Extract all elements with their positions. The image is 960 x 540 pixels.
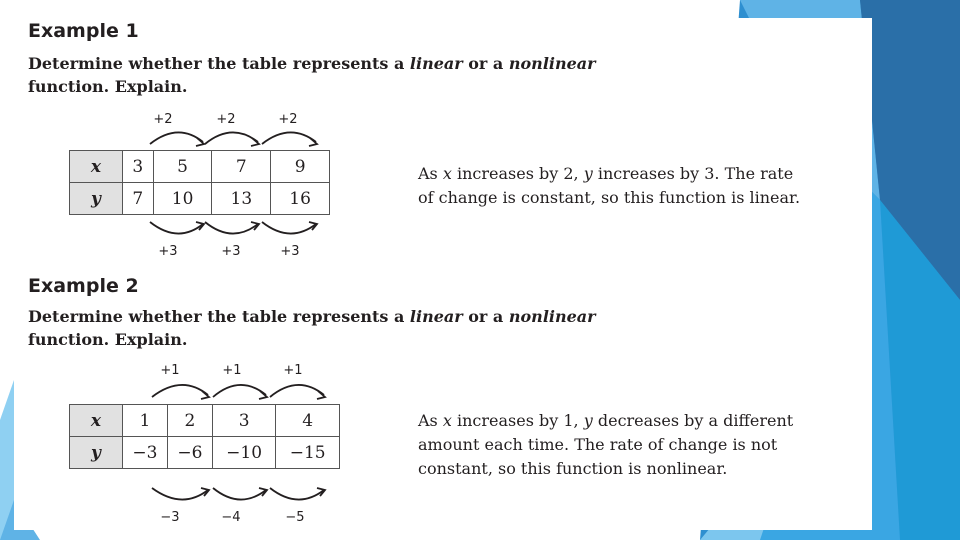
example-2-y-change-3: −5: [285, 510, 305, 525]
example-2-y-change-2: −4: [221, 510, 241, 525]
table-cell: −15: [276, 437, 340, 469]
table-cell: 10: [153, 183, 212, 215]
example-2-prompt: [28, 305, 596, 351]
table-row-y: [70, 183, 330, 215]
example-2-y-arc-2: [213, 488, 266, 500]
example-1-y-change-2: +3: [221, 244, 241, 259]
example-1-x-arc-3: [262, 132, 316, 144]
table-cell: 3: [123, 151, 154, 183]
table-cell: 16: [271, 183, 330, 215]
example-1-y-arc-3: [262, 222, 316, 234]
example-1-y-arc-2: [205, 222, 258, 234]
example-1-x-change-2: +2: [216, 112, 236, 127]
example-1-explanation-line-2: of change is constant, so this function is linear.: [418, 188, 801, 207]
table-row-x: [70, 151, 330, 183]
table-cell: 1: [123, 405, 168, 437]
example-2-function-table: [69, 404, 340, 469]
x-header: x: [70, 405, 123, 437]
example-1-x-change-1: +2: [153, 112, 173, 127]
example-2-x-arc-1: [152, 385, 208, 397]
x-header: x: [70, 151, 123, 183]
example-1-explanation-line-1: As x increases by 2, y increases by 3. The rate: [418, 164, 794, 183]
example-2-heading: Example 2: [28, 275, 139, 297]
example-1-y-arc-1: [150, 222, 203, 234]
example-2-x-arc-2: [213, 385, 266, 397]
example-2-x-change-2: +1: [222, 363, 242, 378]
y-header: y: [70, 183, 123, 215]
example-2-explanation-line-1: As x increases by 1, y decreases by a different: [418, 411, 794, 430]
example-1-prompt-line-2: function. Explain.: [28, 77, 188, 96]
example-2-explanation-line-2: amount each time. The rate of change is not: [418, 435, 778, 454]
example-1-y-change-1: +3: [158, 244, 178, 259]
table-cell: 7: [212, 151, 271, 183]
table-cell: 4: [276, 405, 340, 437]
example-2-x-change-1: +1: [160, 363, 180, 378]
table-cell: 5: [153, 151, 212, 183]
table-row-y: [70, 437, 340, 469]
example-1-y-change-3: +3: [280, 244, 300, 259]
table-cell: −6: [167, 437, 212, 469]
example-1-heading: Example 1: [28, 20, 139, 42]
example-2-x-change-3: +1: [283, 363, 303, 378]
example-2-y-change-1: −3: [160, 510, 180, 525]
table-row-x: [70, 405, 340, 437]
example-1-x-arc-2: [205, 132, 258, 144]
table-cell: 9: [271, 151, 330, 183]
example-1-x-arc-1: [150, 132, 203, 144]
example-2-x-arc-3: [270, 385, 324, 397]
example-2-prompt-line-1: Determine whether the table represents a linear or a nonlinear: [28, 307, 596, 326]
table-cell: −3: [123, 437, 168, 469]
y-header: y: [70, 437, 123, 469]
example-1-explanation: [418, 162, 800, 210]
table-cell: −10: [212, 437, 276, 469]
table-cell: 13: [212, 183, 271, 215]
table-cell: 3: [212, 405, 276, 437]
example-2-prompt-line-2: function. Explain.: [28, 330, 188, 349]
table-cell: 2: [167, 405, 212, 437]
example-1-x-change-3: +2: [278, 112, 298, 127]
example-2-explanation-line-3: constant, so this function is nonlinear.: [418, 459, 728, 478]
example-1-prompt-line-1: Determine whether the table represents a linear or a nonlinear: [28, 54, 596, 73]
table-cell: 7: [123, 183, 154, 215]
example-2-explanation: [418, 409, 793, 481]
example-2-y-arc-1: [152, 488, 208, 500]
example-2-y-arc-3: [270, 488, 324, 500]
example-1-function-table: [69, 150, 330, 215]
